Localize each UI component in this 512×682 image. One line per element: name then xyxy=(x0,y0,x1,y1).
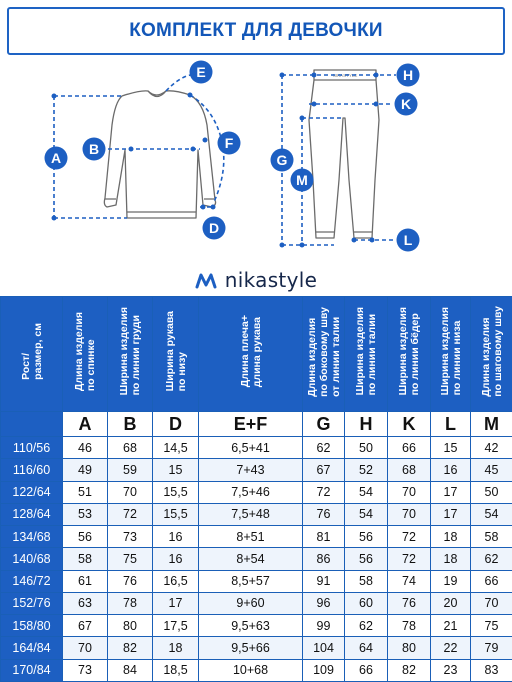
marker-m xyxy=(291,169,314,192)
letter-g: G xyxy=(303,412,345,437)
measure-cell: 70 xyxy=(471,592,512,614)
measure-cell: 56 xyxy=(345,526,388,548)
col-header-k: Ширина изделия по линии бёдер xyxy=(388,297,431,412)
brand-logo xyxy=(0,262,512,298)
svg-text:E: E xyxy=(196,64,206,80)
size-cell: 146/72 xyxy=(1,570,63,592)
svg-text:B: B xyxy=(88,141,100,157)
measure-cell: 62 xyxy=(471,548,512,570)
measure-cell: 86 xyxy=(303,548,345,570)
measure-cell: 9,5+66 xyxy=(199,637,303,659)
leggings-waistband-text: NIKASTYLE xyxy=(332,73,358,78)
size-cell: 170/84 xyxy=(1,659,63,681)
size-cell: 116/60 xyxy=(1,459,63,481)
size-header: Рост/ размер, см xyxy=(1,297,63,412)
measure-cell: 9+60 xyxy=(199,592,303,614)
measure-cell: 52 xyxy=(345,459,388,481)
measure-cell: 9,5+63 xyxy=(199,615,303,637)
measure-cell: 61 xyxy=(63,570,108,592)
measure-cell: 17,5 xyxy=(153,615,199,637)
measure-cell: 16 xyxy=(431,459,471,481)
table-row xyxy=(1,548,512,570)
size-cell: 110/56 xyxy=(1,437,63,459)
table-row xyxy=(1,570,512,592)
measure-cell: 15 xyxy=(153,459,199,481)
measure-cell: 80 xyxy=(388,637,431,659)
measure-cell: 83 xyxy=(471,659,512,681)
table-row xyxy=(1,592,512,614)
measure-cell: 56 xyxy=(345,548,388,570)
header-row xyxy=(1,297,512,412)
measure-cell: 70 xyxy=(388,481,431,503)
measure-cell: 18 xyxy=(153,637,199,659)
letter-h: H xyxy=(345,412,388,437)
marker-e xyxy=(190,61,213,84)
measure-cell: 67 xyxy=(303,459,345,481)
col-header-ef: Длина плеча+ длина рукава xyxy=(199,297,303,412)
letter-l: L xyxy=(431,412,471,437)
size-cell: 134/68 xyxy=(1,526,63,548)
sweater-illustration xyxy=(104,91,215,218)
measure-cell: 49 xyxy=(63,459,108,481)
title-box xyxy=(7,7,505,55)
measure-cell: 17 xyxy=(431,481,471,503)
measure-cell: 72 xyxy=(108,503,153,525)
measure-cell: 56 xyxy=(63,526,108,548)
svg-text:H: H xyxy=(402,67,414,83)
col-header-m: Длина изделия по шаговому шву xyxy=(471,297,512,412)
measure-cell: 18 xyxy=(431,526,471,548)
measure-cell: 75 xyxy=(108,548,153,570)
col-header-a: Длина изделия по спинке xyxy=(63,297,108,412)
table-row xyxy=(1,637,512,659)
marker-k xyxy=(395,93,418,116)
measure-cell: 84 xyxy=(108,659,153,681)
measure-cell: 78 xyxy=(108,592,153,614)
measure-cell: 15,5 xyxy=(153,481,199,503)
col-header-g: Длина изделия по боковому шву от линии талии xyxy=(303,297,345,412)
measure-cell: 58 xyxy=(63,548,108,570)
measure-cell: 7,5+46 xyxy=(199,481,303,503)
page-title: КОМПЛЕКТ ДЛЯ ДЕВОЧКИ xyxy=(129,20,383,41)
measure-cell: 8+54 xyxy=(199,548,303,570)
marker-f xyxy=(218,132,241,155)
measure-cell: 99 xyxy=(303,615,345,637)
letter-d: D xyxy=(153,412,199,437)
measure-cell: 54 xyxy=(345,503,388,525)
table-row xyxy=(1,526,512,548)
col-header-b: Ширина изделия по линии груди xyxy=(108,297,153,412)
marker-d xyxy=(203,217,226,240)
measure-cell: 15,5 xyxy=(153,503,199,525)
measure-cell: 53 xyxy=(63,503,108,525)
measure-cell: 50 xyxy=(345,437,388,459)
letter-b: B xyxy=(108,412,153,437)
measure-cell: 22 xyxy=(431,637,471,659)
letter-k: K xyxy=(388,412,431,437)
measure-cell: 62 xyxy=(345,615,388,637)
measure-cell: 82 xyxy=(388,659,431,681)
measure-cell: 66 xyxy=(345,659,388,681)
measure-cell: 78 xyxy=(388,615,431,637)
measure-cell: 17 xyxy=(431,503,471,525)
measure-cell: 62 xyxy=(303,437,345,459)
table-row xyxy=(1,437,512,459)
measure-cell: 16,5 xyxy=(153,570,199,592)
measure-cell: 59 xyxy=(108,459,153,481)
measure-cell: 76 xyxy=(108,570,153,592)
measure-cell: 66 xyxy=(471,570,512,592)
measure-cell: 21 xyxy=(431,615,471,637)
measure-cell: 67 xyxy=(63,615,108,637)
col-header-h: Ширина изделия по линии талии xyxy=(345,297,388,412)
measure-cell: 66 xyxy=(388,437,431,459)
size-cell: 158/80 xyxy=(1,615,63,637)
table-row xyxy=(1,481,512,503)
measure-cell: 17 xyxy=(153,592,199,614)
svg-text:M: M xyxy=(296,172,308,188)
measure-cell: 16 xyxy=(153,548,199,570)
measure-cell: 75 xyxy=(471,615,512,637)
measure-cell: 58 xyxy=(345,570,388,592)
measure-cell: 7,5+48 xyxy=(199,503,303,525)
measure-cell: 70 xyxy=(388,503,431,525)
measure-cell: 64 xyxy=(345,637,388,659)
svg-text:A: A xyxy=(50,150,62,166)
col-header-l: Ширина изделия по линии низа xyxy=(431,297,471,412)
svg-text:F: F xyxy=(224,135,234,151)
size-table xyxy=(0,296,512,682)
measure-cell: 76 xyxy=(388,592,431,614)
table-row xyxy=(1,503,512,525)
measure-cell: 81 xyxy=(303,526,345,548)
measure-cell: 76 xyxy=(303,503,345,525)
letter-row xyxy=(1,412,512,437)
table-row xyxy=(1,659,512,681)
marker-b xyxy=(83,138,106,161)
letter-m: M xyxy=(471,412,512,437)
table-body xyxy=(1,437,512,682)
measure-cell: 68 xyxy=(388,459,431,481)
marker-a xyxy=(45,147,68,170)
measure-cell: 72 xyxy=(303,481,345,503)
col-header-d: Ширина рукава по низу xyxy=(153,297,199,412)
measure-cell: 15 xyxy=(431,437,471,459)
table-row xyxy=(1,615,512,637)
measure-cell: 82 xyxy=(108,637,153,659)
size-cell: 122/64 xyxy=(1,481,63,503)
letter-row-blank xyxy=(1,412,63,437)
measure-cell: 80 xyxy=(108,615,153,637)
measure-cell: 19 xyxy=(431,570,471,592)
marker-l xyxy=(397,229,420,252)
marker-g xyxy=(271,149,294,172)
measure-cell: 14,5 xyxy=(153,437,199,459)
measure-cell: 16 xyxy=(153,526,199,548)
size-cell: 152/76 xyxy=(1,592,63,614)
marker-h xyxy=(397,64,420,87)
measure-cell: 8+51 xyxy=(199,526,303,548)
measure-cell: 42 xyxy=(471,437,512,459)
measure-cell: 8,5+57 xyxy=(199,570,303,592)
measure-cell: 96 xyxy=(303,592,345,614)
measure-cell: 70 xyxy=(108,481,153,503)
measure-cell: 73 xyxy=(108,526,153,548)
leggings-illustration xyxy=(309,70,379,238)
nikastyle-logo-icon xyxy=(195,271,217,289)
measure-cell: 73 xyxy=(63,659,108,681)
measure-cell: 91 xyxy=(303,570,345,592)
size-cell: 140/68 xyxy=(1,548,63,570)
svg-text:D: D xyxy=(208,220,220,236)
measure-cell: 45 xyxy=(471,459,512,481)
measure-cell: 7+43 xyxy=(199,459,303,481)
letter-a: A xyxy=(63,412,108,437)
measure-cell: 72 xyxy=(388,548,431,570)
measure-cell: 58 xyxy=(471,526,512,548)
size-cell: 164/84 xyxy=(1,637,63,659)
measure-cell: 70 xyxy=(63,637,108,659)
table-row xyxy=(1,459,512,481)
measure-cell: 18 xyxy=(431,548,471,570)
measure-cell: 6,5+41 xyxy=(199,437,303,459)
measure-cell: 104 xyxy=(303,637,345,659)
measure-cell: 68 xyxy=(108,437,153,459)
letter-ef: E+F xyxy=(199,412,303,437)
measure-cell: 54 xyxy=(471,503,512,525)
measure-cell: 60 xyxy=(345,592,388,614)
svg-text:L: L xyxy=(403,232,413,248)
measure-cell: 18,5 xyxy=(153,659,199,681)
measure-cell: 51 xyxy=(63,481,108,503)
measure-cell: 74 xyxy=(388,570,431,592)
measure-cell: 63 xyxy=(63,592,108,614)
measure-cell: 79 xyxy=(471,637,512,659)
logo-text: nikastyle xyxy=(224,268,318,292)
measure-cell: 23 xyxy=(431,659,471,681)
measurement-diagram xyxy=(0,55,512,255)
measure-cell: 50 xyxy=(471,481,512,503)
measure-cell: 10+68 xyxy=(199,659,303,681)
measure-cell: 20 xyxy=(431,592,471,614)
svg-text:G: G xyxy=(276,152,288,168)
measure-cell: 46 xyxy=(63,437,108,459)
svg-text:K: K xyxy=(400,96,412,112)
size-cell: 128/64 xyxy=(1,503,63,525)
measure-cell: 109 xyxy=(303,659,345,681)
measure-cell: 54 xyxy=(345,481,388,503)
measure-cell: 72 xyxy=(388,526,431,548)
